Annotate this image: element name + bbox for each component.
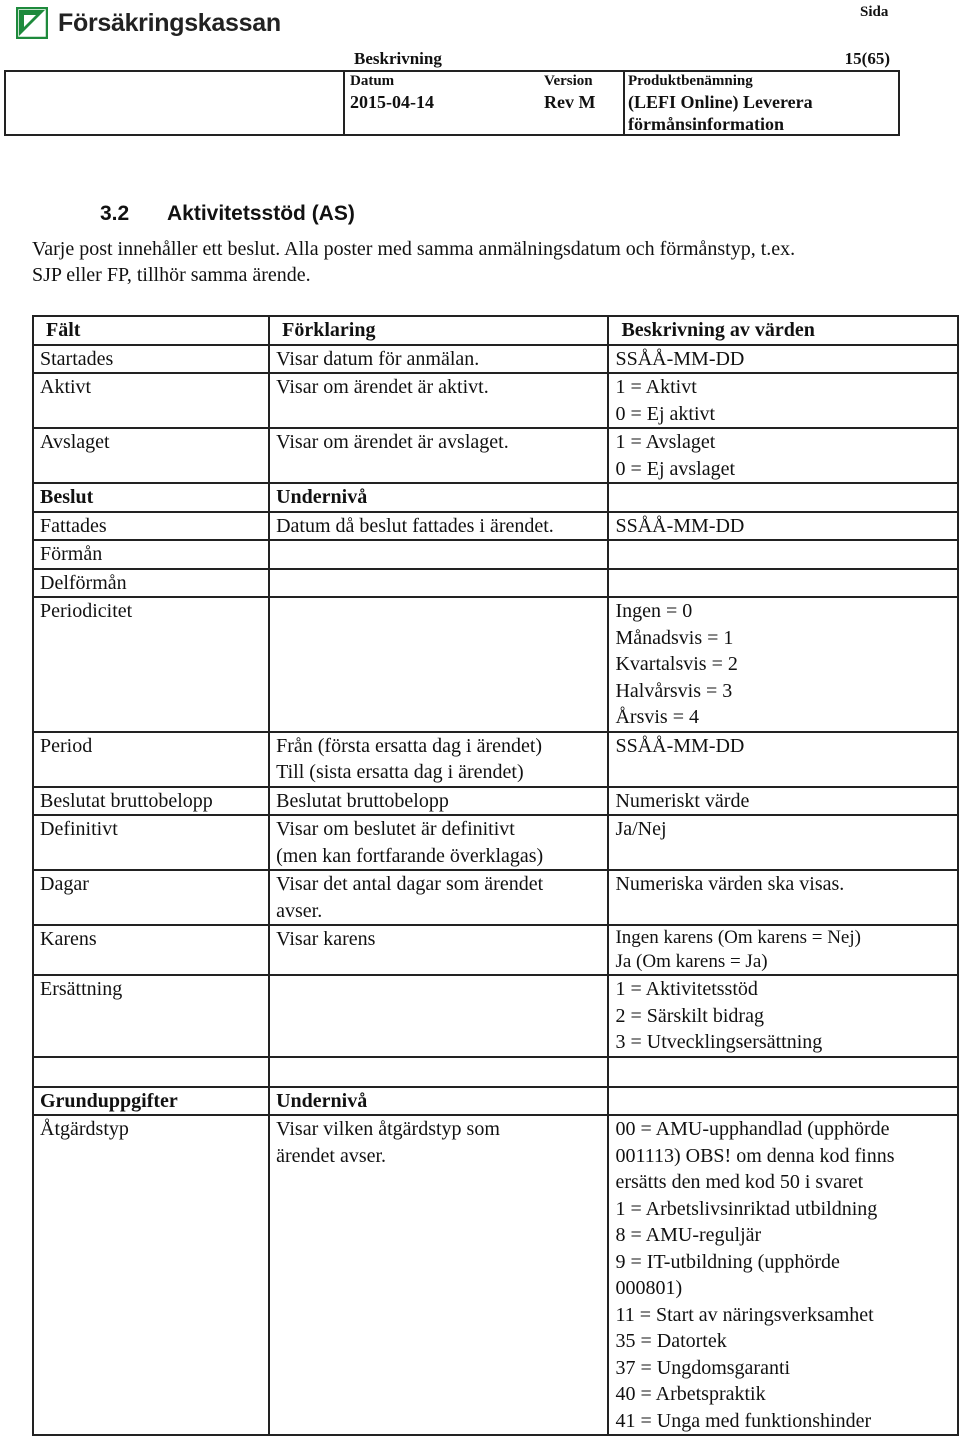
cell-line: Visar det antal dagar som ärendet xyxy=(276,873,544,895)
cell-description xyxy=(608,925,958,975)
cell-explanation xyxy=(269,925,608,975)
cell-field: Karens xyxy=(33,925,269,975)
cell-line: SSÅÅ-MM-DD xyxy=(615,734,745,757)
cell-explanation xyxy=(269,870,608,925)
table-row xyxy=(33,569,958,598)
cell-field xyxy=(33,1057,269,1087)
cell-explanation xyxy=(269,428,608,483)
cell-line: Visar karens xyxy=(276,928,376,950)
cell-explanation xyxy=(269,512,608,541)
cell-line: Halvårsvis = 3 xyxy=(615,679,733,702)
cell-field: Ersättning xyxy=(33,975,269,1057)
cell-field: Delförmån xyxy=(33,569,269,598)
cell-line: Numeriska värden ska visas. xyxy=(615,873,845,895)
cell-field: Fattades xyxy=(33,512,269,541)
cell-description xyxy=(608,540,958,569)
header-falt: Fält xyxy=(33,316,269,345)
cell-description xyxy=(608,815,958,870)
cell-field: Åtgärdstyp xyxy=(33,1115,269,1435)
product-line2: förmånsinformation xyxy=(628,114,784,134)
logo xyxy=(16,7,281,39)
product-label: Produktbenämning xyxy=(628,73,753,89)
cell-description xyxy=(608,483,958,512)
cell-line: Visar om ärendet är aktivt. xyxy=(276,376,489,398)
cell-line: Visar vilken åtgärdstyp som xyxy=(276,1118,500,1140)
cell-description xyxy=(608,1057,958,1087)
table-header-row xyxy=(33,316,958,345)
cell-explanation xyxy=(269,483,608,512)
cell-line: Visar om ärendet är avslaget. xyxy=(276,431,509,453)
cell-line: 40 = Arbetspraktik xyxy=(615,1383,766,1405)
table-row xyxy=(33,428,958,483)
cell-line: Månadsvis = 1 xyxy=(615,626,734,649)
cell-line: ersätts den med kod 50 i svaret xyxy=(615,1171,864,1193)
cell-description xyxy=(608,870,958,925)
cell-description xyxy=(608,597,958,732)
cell-line: Årsvis = 4 xyxy=(615,706,699,728)
cell-explanation xyxy=(269,732,608,787)
cell-line: Ja/Nej xyxy=(615,818,667,840)
cell-field: Beslutat bruttobelopp xyxy=(33,787,269,816)
cell-line: Ja (Om karens = Ja) xyxy=(615,951,768,972)
cell-description xyxy=(608,428,958,483)
table-row xyxy=(33,815,958,870)
cell-line: SSÅÅ-MM-DD xyxy=(615,514,745,537)
cell-field: Startades xyxy=(33,345,269,374)
cell-line: 1 = Arbetslivsinriktad utbildning xyxy=(615,1197,878,1220)
cell-line: 35 = Datortek xyxy=(615,1330,727,1352)
table-row xyxy=(33,787,958,816)
cell-line: SSÅÅ-MM-DD xyxy=(615,347,745,370)
table-row xyxy=(33,373,958,428)
datum-value: 2015-04-14 xyxy=(350,92,434,112)
product-line1: (LEFI Online) Leverera xyxy=(628,92,813,112)
forsakringskassan-logo-icon xyxy=(16,7,48,39)
cell-description xyxy=(608,975,958,1057)
cell-explanation xyxy=(269,1115,608,1435)
cell-line: Till (sista ersatta dag i ärendet) xyxy=(276,761,524,783)
table-row xyxy=(33,1087,958,1116)
cell-description xyxy=(608,1087,958,1116)
intro-line: SJP eller FP, tillhör samma ärende. xyxy=(32,264,311,286)
cell-field: Dagar xyxy=(33,870,269,925)
cell-line: 1 = Aktivitetsstöd xyxy=(615,978,758,1000)
cell-field: Avslaget xyxy=(33,428,269,483)
cell-explanation xyxy=(269,540,608,569)
cell-line: 8 = AMU-reguljär xyxy=(615,1224,762,1246)
cell-description xyxy=(608,345,958,374)
header-forklaring: Förklaring xyxy=(269,316,608,345)
doc-type: Beskrivning xyxy=(354,49,442,68)
cell-line: 0 = Ej aktivt xyxy=(615,402,716,425)
cell-line: 00 = AMU-upphandlad (upphörde xyxy=(615,1118,890,1140)
section-title: Aktivitetsstöd (AS) xyxy=(167,202,355,225)
cell-line: Undernivå xyxy=(276,1089,368,1112)
table-row xyxy=(33,540,958,569)
cell-line: Datum då beslut fattades i ärendet. xyxy=(276,514,554,537)
cell-line: 0 = Ej avslaget xyxy=(615,457,736,480)
cell-line: 001113) OBS! om denna kod finns xyxy=(615,1144,895,1167)
cell-description xyxy=(608,787,958,816)
cell-line: Beslutat bruttobelopp xyxy=(276,789,449,812)
table-row xyxy=(33,1115,958,1435)
cell-line: 000801) xyxy=(615,1277,683,1299)
doc-header-top xyxy=(354,49,890,69)
cell-line: 1 = Avslaget xyxy=(615,431,716,453)
cell-explanation xyxy=(269,1087,608,1116)
cell-line: Kvartalsvis = 2 xyxy=(615,653,738,675)
table-row xyxy=(33,925,958,975)
cell-line: 3 = Utvecklingsersättning xyxy=(615,1031,823,1053)
intro-line: Varje post innehåller ett beslut. Alla poster med samma anmälningsdatum och förmånstyp, t.ex. xyxy=(32,238,796,260)
cell-line: Från (första ersatta dag i ärendet) xyxy=(276,734,543,757)
table-row xyxy=(33,597,958,732)
cell-line: ärendet avser. xyxy=(276,1144,387,1167)
cell-field: Definitivt xyxy=(33,815,269,870)
cell-description xyxy=(608,732,958,787)
cell-line: Ingen = 0 xyxy=(615,600,693,622)
cell-line: avser. xyxy=(276,899,323,922)
sida-label: Sida xyxy=(860,4,889,20)
cell-line: 1 = Aktivt xyxy=(615,376,697,398)
cell-line: 2 = Särskilt bidrag xyxy=(615,1004,764,1027)
cell-line: Ingen karens (Om karens = Nej) xyxy=(615,927,861,948)
cell-description xyxy=(608,512,958,541)
cell-line: (men kan fortfarande överklagas) xyxy=(276,844,544,867)
cell-line: 9 = IT-utbildning (upphörde xyxy=(615,1250,840,1273)
table-row xyxy=(33,975,958,1057)
table-row xyxy=(33,512,958,541)
cell-explanation xyxy=(269,569,608,598)
cell-line: Visar datum för anmälan. xyxy=(276,347,480,370)
table-row xyxy=(33,483,958,512)
cell-line: 37 = Ungdomsgaranti xyxy=(615,1356,791,1379)
cell-explanation xyxy=(269,975,608,1057)
section-intro xyxy=(32,236,932,288)
table-row xyxy=(33,1057,958,1087)
header-beskrivning: Beskrivning av värden xyxy=(608,316,958,345)
logo-text: Försäkringskassan xyxy=(58,8,281,37)
version-label: Version xyxy=(544,73,593,89)
section-number: 3.2 xyxy=(100,202,130,225)
cell-line: Undernivå xyxy=(276,486,368,508)
table-row xyxy=(33,732,958,787)
cell-field: Aktivt xyxy=(33,373,269,428)
table-row xyxy=(33,345,958,374)
table-row xyxy=(33,870,958,925)
cell-line: 11 = Start av näringsverksamhet xyxy=(615,1303,874,1326)
cell-field: Grunduppgifter xyxy=(33,1087,269,1116)
cell-field: Förmån xyxy=(33,540,269,569)
cell-field: Beslut xyxy=(33,483,269,512)
cell-explanation xyxy=(269,597,608,732)
cell-explanation xyxy=(269,373,608,428)
cell-explanation xyxy=(269,1057,608,1087)
cell-description xyxy=(608,1115,958,1435)
section-heading xyxy=(100,202,355,226)
cell-field: Period xyxy=(33,732,269,787)
version-value: Rev M xyxy=(544,92,596,112)
datum-label: Datum xyxy=(350,73,395,89)
cell-explanation xyxy=(269,815,608,870)
cell-line: Numeriskt värde xyxy=(615,789,750,812)
page-number: 15(65) xyxy=(844,49,890,68)
cell-field: Periodicitet xyxy=(33,597,269,732)
cell-line: Visar om beslutet är definitivt xyxy=(276,818,515,840)
cell-line: 41 = Unga med funktionshinder xyxy=(615,1409,872,1432)
cell-description xyxy=(608,569,958,598)
cell-explanation xyxy=(269,787,608,816)
doc-header-box xyxy=(4,70,900,136)
field-table xyxy=(32,315,959,1436)
cell-explanation xyxy=(269,345,608,374)
cell-description xyxy=(608,373,958,428)
